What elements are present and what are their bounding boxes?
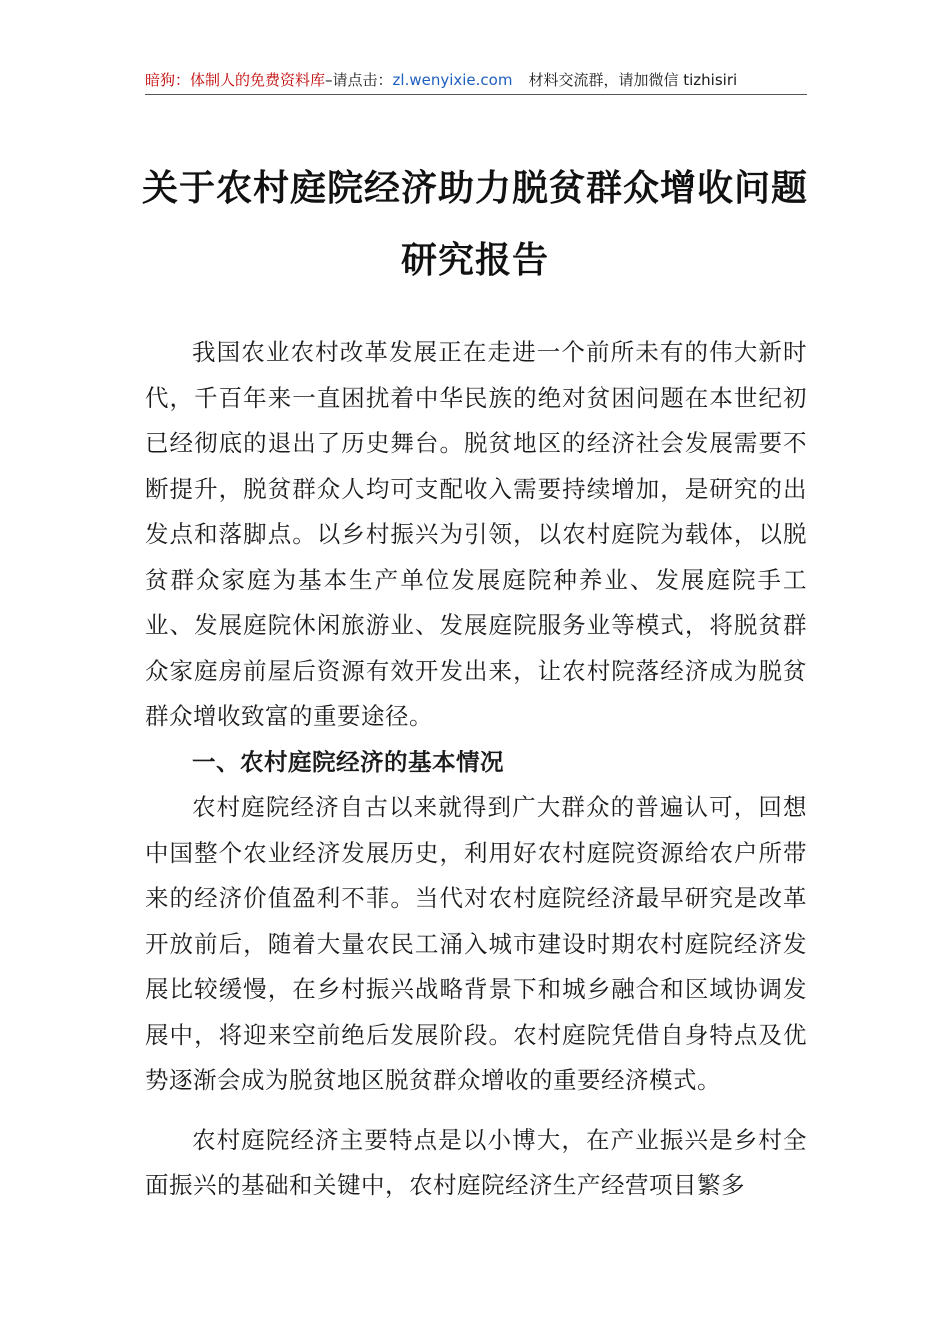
header-brand: 暗狗：体制人的免费资料库 [145,71,326,89]
header-url-link[interactable]: zl.wenyixie.com [392,71,513,89]
document-title-line-2: 研究报告 [400,239,549,281]
section1-paragraph-1: 农村庭院经济自古以来就得到广大群众的普遍认可，回想中国整个农业经济发展历史，利用好农村庭院资源给农户所带来的经济价值盈利不菲。当代对农村庭院经济最早研究是改革开放前后，随着大量农民工涌入城市建设时期农村庭院经济发展比较缓慢，在乡村振兴战略背景下和城乡融合和区域协调发展中，将迎来空前绝后发展阶段。农村庭院凭借自身特点及优势逐渐会成为脱贫地区脱贫群众增收的重要经济模式。 [145,793,807,1094]
document-body [145,330,807,1209]
intro-paragraph: 我国农业农村改革发展正在走进一个前所未有的伟大新时代，千百年来一直困扰着中华民族的绝对贫困问题在本世纪初已经彻底的退出了历史舞台。脱贫地区的经济社会发展需要不断提升，脱贫群众人均可支配收入需要持续增加，是研究的出发点和落脚点。以乡村振兴为引领，以农村庭院为载体，以脱贫群众家庭为基本生产单位发展庭院种养业、发展庭院手工业、发展庭院休闲旅游业、发展庭院服务业等模式，将脱贫群众家庭房前屋后资源有效开发出来，让农村院落经济成为脱贫群众增收致富的重要途径。 [145,338,807,730]
header-click-prefix: –请点击： [325,71,393,89]
header-divider [145,94,807,95]
section-heading-1: 一、农村庭院经济的基本情况 [192,747,504,776]
watermark-header [145,66,807,94]
header-wechat-note: 材料交流群，请加微信 tizhisiri [528,71,738,89]
section1-paragraph-2: 农村庭院经济主要特点是以小博大，在产业振兴是乡村全面振兴的基础和关键中，农村庭院经济生产经营项目繁多 [145,1125,807,1199]
document-title-line-1: 关于农村庭院经济助力脱贫群众增收问题 [141,167,808,209]
